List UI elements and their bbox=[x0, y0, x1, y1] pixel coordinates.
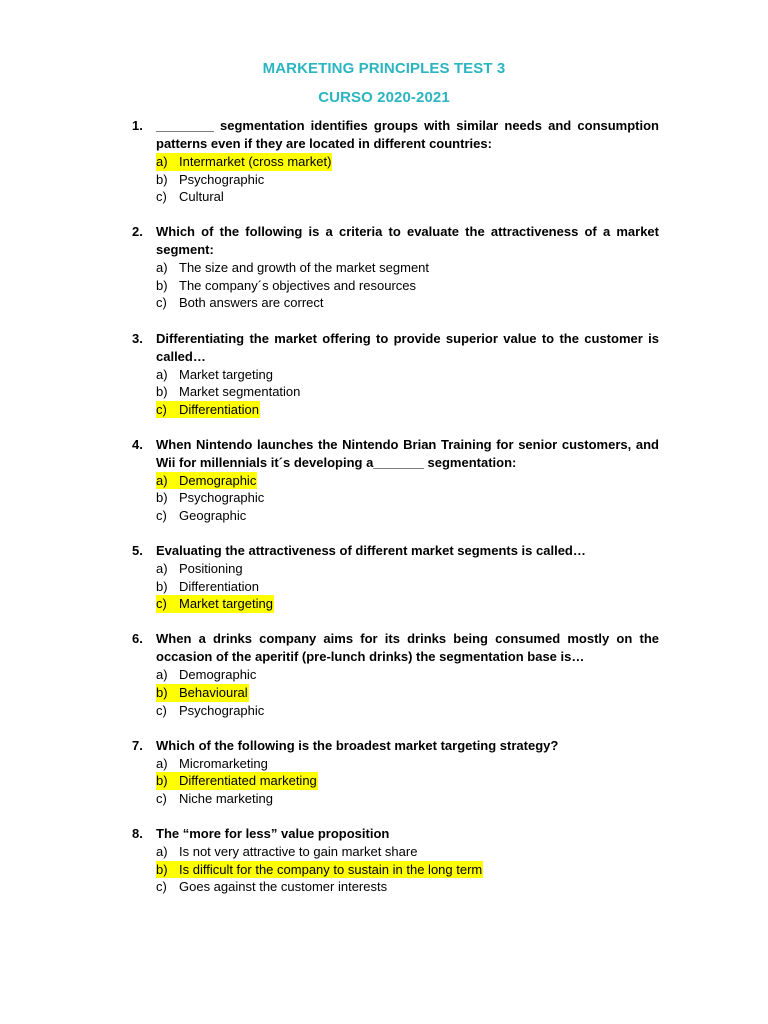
option-letter: a) bbox=[156, 366, 168, 382]
answer-option-correct bbox=[156, 472, 768, 490]
option-text: Micromarketing bbox=[179, 755, 268, 771]
option-text: Intermarket (cross market) bbox=[179, 154, 332, 169]
option-letter: b) bbox=[156, 490, 168, 506]
answer-option-correct bbox=[156, 401, 768, 419]
answer-highlight bbox=[156, 366, 274, 384]
option-letter: c) bbox=[156, 295, 167, 311]
answer-highlight bbox=[156, 507, 247, 525]
answer-highlight bbox=[156, 383, 301, 401]
option-letter: c) bbox=[156, 702, 167, 718]
question-item bbox=[0, 330, 768, 419]
option-text: Differentiated marketing bbox=[179, 773, 317, 789]
answer-option bbox=[156, 878, 768, 896]
option-letter: b) bbox=[156, 773, 168, 789]
answer-option-correct bbox=[156, 861, 768, 879]
option-text: Demographic bbox=[179, 667, 257, 683]
page-subtitle: CURSO 2020-2021 bbox=[318, 89, 450, 106]
question-item bbox=[0, 630, 768, 719]
question-text: When Nintendo launches the Nintendo Brian Training for senior customers, and Wii for millennials it´s developing a_______ segmentation: bbox=[156, 436, 659, 470]
question-list bbox=[0, 117, 768, 913]
option-letter: c) bbox=[156, 596, 167, 612]
question-text: Which of the following is the broadest market targeting strategy? bbox=[156, 737, 559, 753]
answer-highlight bbox=[156, 790, 274, 808]
answer-option-correct bbox=[156, 684, 768, 702]
option-letter: b) bbox=[156, 384, 168, 400]
answer-option bbox=[156, 294, 768, 312]
question-text: Differentiating the market offering to provide superior value to the customer is called… bbox=[156, 330, 659, 364]
answer-highlight bbox=[156, 772, 318, 790]
option-text: Behavioural bbox=[179, 685, 248, 700]
option-letter: c) bbox=[156, 790, 167, 806]
option-letter: c) bbox=[156, 401, 167, 417]
option-letter: b) bbox=[156, 578, 168, 594]
answer-highlight bbox=[156, 843, 418, 861]
answer-highlight bbox=[156, 684, 249, 702]
answer-option bbox=[156, 578, 768, 596]
answer-option bbox=[156, 755, 768, 773]
question-text: ________ segmentation identifies groups with similar needs and consumption patterns even if they are located in different countries: bbox=[156, 118, 659, 151]
option-text: Market segmentation bbox=[179, 384, 301, 400]
answer-option bbox=[156, 259, 768, 277]
answer-option bbox=[156, 843, 768, 861]
answer-option bbox=[156, 171, 768, 189]
question-text: When a drinks company aims for its drinks being consumed mostly on the occasion of the aperitif (pre-lunch drinks) the segmentation base is… bbox=[156, 631, 659, 665]
option-letter: b) bbox=[156, 171, 168, 187]
answer-highlight bbox=[156, 489, 265, 507]
answer-option bbox=[156, 383, 768, 401]
option-text: Niche marketing bbox=[179, 790, 273, 806]
question-text: Which of the following is a criteria to evaluate the attractiveness of a market segment: bbox=[156, 224, 659, 258]
option-text: Geographic bbox=[179, 508, 247, 524]
question-number: 1. bbox=[132, 118, 143, 133]
answer-option-correct bbox=[156, 595, 768, 613]
option-letter: b) bbox=[156, 685, 168, 700]
question-item bbox=[0, 117, 768, 206]
answer-highlight bbox=[156, 294, 325, 312]
option-letter: a) bbox=[156, 472, 168, 488]
answer-option bbox=[156, 702, 768, 720]
option-text: Both answers are correct bbox=[179, 295, 324, 311]
question-number: 3. bbox=[132, 330, 143, 346]
question-item bbox=[0, 436, 768, 525]
option-text: The size and growth of the market segment bbox=[179, 260, 430, 276]
question-number: 5. bbox=[132, 543, 143, 559]
answer-highlight bbox=[156, 666, 257, 684]
answer-option bbox=[156, 188, 768, 206]
question-text: Evaluating the attractiveness of different market segments is called… bbox=[156, 543, 586, 559]
option-letter: c) bbox=[156, 189, 167, 205]
answer-highlight bbox=[156, 277, 417, 295]
option-letter: a) bbox=[156, 260, 168, 276]
answer-option-correct bbox=[156, 772, 768, 790]
answer-highlight bbox=[156, 755, 269, 773]
answer-highlight bbox=[156, 472, 257, 490]
page-title: MARKETING PRINCIPLES TEST 3 bbox=[262, 60, 506, 77]
question-item bbox=[0, 223, 768, 312]
option-letter: a) bbox=[156, 843, 168, 859]
answer-option bbox=[156, 666, 768, 684]
option-text: Psychographic bbox=[179, 490, 265, 506]
option-text: Differentiation bbox=[179, 401, 259, 417]
option-letter: b) bbox=[156, 277, 168, 293]
option-text: Is not very attractive to gain market share bbox=[179, 843, 418, 859]
question-number: 6. bbox=[132, 631, 143, 647]
question-number: 8. bbox=[132, 825, 143, 841]
answer-option bbox=[156, 489, 768, 507]
answer-highlight bbox=[156, 153, 332, 171]
question-number: 7. bbox=[132, 737, 143, 753]
option-text: Differentiation bbox=[179, 578, 259, 594]
option-text: Demographic bbox=[179, 472, 257, 488]
answer-option bbox=[156, 277, 768, 295]
question-item bbox=[0, 737, 768, 808]
answer-highlight bbox=[156, 401, 260, 419]
answer-option bbox=[156, 560, 768, 578]
option-letter: c) bbox=[156, 508, 167, 524]
option-text: Psychographic bbox=[179, 702, 265, 718]
option-text: Positioning bbox=[179, 561, 243, 577]
answer-highlight bbox=[156, 861, 483, 879]
option-text: The company´s objectives and resources bbox=[179, 277, 417, 293]
option-letter: b) bbox=[156, 861, 168, 877]
answer-option bbox=[156, 507, 768, 525]
question-text: The “more for less” value proposition bbox=[156, 825, 390, 841]
question-number: 2. bbox=[132, 224, 143, 240]
question-item bbox=[0, 542, 768, 613]
answer-option-correct bbox=[156, 153, 768, 171]
answer-option bbox=[156, 366, 768, 384]
option-letter: a) bbox=[156, 154, 168, 169]
answer-highlight bbox=[156, 171, 265, 189]
answer-highlight bbox=[156, 578, 260, 596]
option-letter: a) bbox=[156, 755, 168, 771]
answer-highlight bbox=[156, 259, 430, 277]
option-text: Market targeting bbox=[179, 596, 273, 612]
answer-highlight bbox=[156, 188, 225, 206]
option-text: Psychographic bbox=[179, 171, 265, 187]
answer-highlight bbox=[156, 595, 274, 613]
option-letter: a) bbox=[156, 667, 168, 683]
option-text: Cultural bbox=[179, 189, 224, 205]
option-letter: c) bbox=[156, 879, 167, 895]
option-text: Market targeting bbox=[179, 366, 273, 382]
option-text: Is difficult for the company to sustain in the long term bbox=[179, 861, 483, 877]
question-item bbox=[0, 825, 768, 896]
answer-option bbox=[156, 790, 768, 808]
answer-highlight bbox=[156, 878, 388, 896]
question-number: 4. bbox=[132, 436, 143, 452]
option-text: Goes against the customer interests bbox=[179, 879, 388, 895]
option-letter: a) bbox=[156, 561, 168, 577]
answer-highlight bbox=[156, 702, 265, 720]
answer-highlight bbox=[156, 560, 244, 578]
